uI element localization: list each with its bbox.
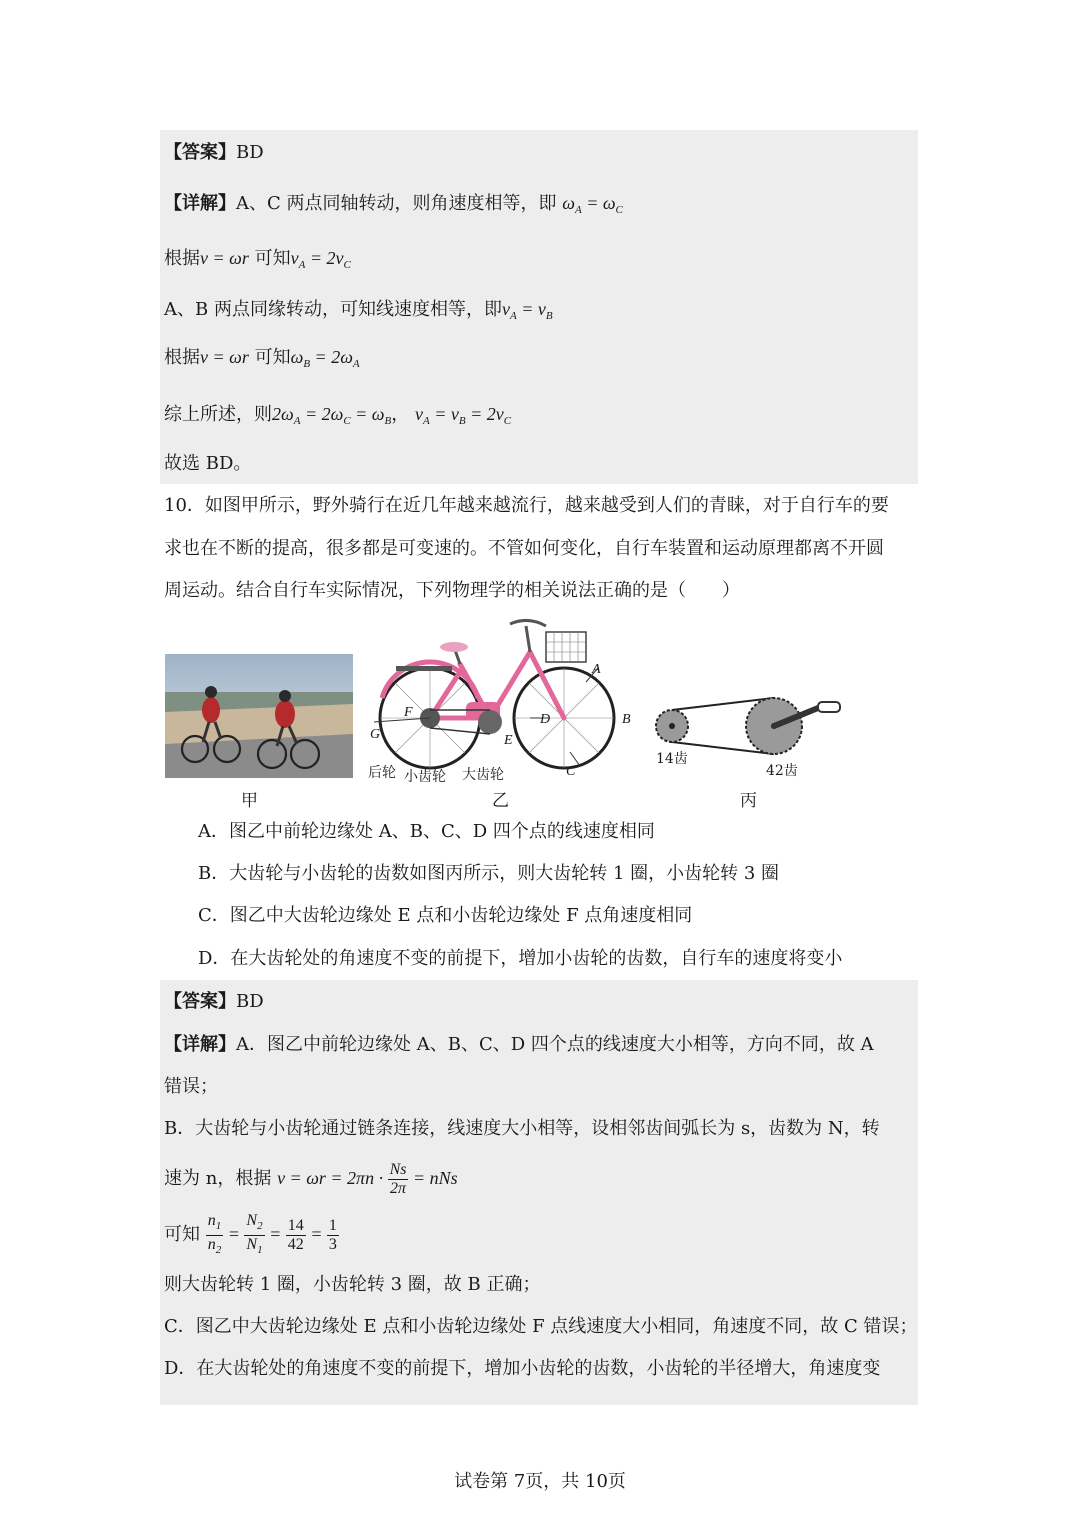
question-line-1: 10．如图甲所示，野外骑行在近几年越来越流行，越来越受到人们的青睐，对于自行车的要 bbox=[164, 495, 889, 516]
equation-ratio: $\frac{n_1}{n_2}$ = $\frac{N_2}{N_1}$ = $\frac{14}{42}$ = $\frac{1}{3}$ bbox=[207, 1212, 337, 1257]
answer-label: 【答案】 bbox=[164, 991, 236, 1012]
label-small-gear: 小齿轮 bbox=[404, 769, 446, 785]
detail-line-4 bbox=[164, 346, 916, 375]
equation-va-vb: $v_A = v_B$ bbox=[501, 299, 553, 322]
question-line-3: 周运动。结合自行车实际情况，下列物理学的相关说法正确的是（ ） bbox=[164, 580, 740, 601]
detail2-line-a2: 错误； bbox=[164, 1076, 218, 1097]
point-label-g: G bbox=[370, 727, 381, 742]
detail-text: 可知 bbox=[164, 1224, 200, 1245]
figure-label-yi: 乙 bbox=[492, 791, 509, 811]
label-teeth-big: 42齿 bbox=[766, 763, 798, 779]
label-rear-wheel: 后轮 bbox=[368, 765, 396, 781]
detail-text: 可知 bbox=[254, 347, 291, 368]
option-d: D．在大齿轮处的角速度不变的前提下，增加小齿轮的齿数，自行车的速度将变小 bbox=[198, 948, 843, 969]
detail2-line-b1: B．大齿轮与小齿轮通过链条连接，线速度大小相等，设相邻齿间弧长为 s，齿数为 N，转 bbox=[164, 1118, 880, 1139]
detail2-line-a1 bbox=[164, 1034, 916, 1056]
detail-text: A．图乙中前轮边缘处 A、B、C、D 四个点的线速度大小相等，方向不同，故 A bbox=[236, 1034, 874, 1055]
equation-va: $v_A = 2v_C$ bbox=[290, 248, 351, 271]
label-teeth-small: 14齿 bbox=[656, 751, 688, 767]
point-label-c: C bbox=[566, 764, 576, 779]
label-big-gear: 大齿轮 bbox=[462, 767, 504, 783]
equation-velocity: v = ωr = 2πn · $\frac{Ns}{2\pi}$ = nNs bbox=[277, 1161, 458, 1198]
detail-text: 综上所述，则 bbox=[164, 404, 272, 425]
question-line-2: 求也在不断的提高，很多都是可变速的。不管如何变化，自行车装置和运动原理都离不开圆 bbox=[164, 538, 884, 559]
page-footer: 试卷第 7页，共 10页 bbox=[454, 1471, 626, 1492]
answer-label: 【答案】 bbox=[164, 142, 236, 163]
point-label-f: F bbox=[404, 705, 413, 720]
detail-text: 根据 bbox=[164, 248, 200, 269]
detail-text: A、B 两点同缘转动，可知线速度相等，即 bbox=[164, 299, 502, 320]
equation-v-omega-r: v = ωr bbox=[200, 347, 249, 367]
detail2-line-b4: 则大齿轮转 1 圈，小齿轮转 3 圈，故 B 正确； bbox=[164, 1274, 541, 1295]
detail-line-3 bbox=[164, 298, 916, 327]
detail-text: 可知 bbox=[254, 248, 291, 269]
option-b: B．大齿轮与小齿轮的齿数如图丙所示，则大齿轮转 1 圈，小齿轮转 3 圈 bbox=[198, 863, 780, 884]
equation-v-omega-r: v = ωr bbox=[200, 248, 249, 268]
detail2-line-b3 bbox=[164, 1210, 916, 1259]
cyclists-photo bbox=[165, 654, 353, 778]
detail-line-1 bbox=[164, 192, 916, 221]
option-a: A．图乙中前轮边缘处 A、B、C、D 四个点的线速度相同 bbox=[198, 821, 655, 842]
detail2-line-b2 bbox=[164, 1156, 916, 1201]
detail-text: 根据 bbox=[164, 347, 200, 368]
point-label-b: B bbox=[622, 712, 631, 727]
detail-text: 速为 n，根据 bbox=[164, 1168, 272, 1189]
answer-value: BD bbox=[236, 991, 264, 1012]
detail-label: 【详解】 bbox=[164, 193, 236, 214]
equation-omega: $\omega_A = \omega_C$ bbox=[562, 193, 623, 216]
point-label-a: A bbox=[592, 662, 601, 677]
point-label-e: E bbox=[504, 733, 513, 748]
equation-omega-b: $\omega_B = 2\omega_A$ bbox=[290, 347, 360, 370]
detail-text: A、C 两点同轴转动，则角速度相等，即 bbox=[236, 193, 557, 214]
detail-line-2 bbox=[164, 247, 916, 276]
detail-line-6: 故选 BD。 bbox=[164, 453, 252, 474]
equation-summary: $2\omega_A = 2\omega_C = \omega_B$ bbox=[272, 404, 392, 427]
detail-line-5: 综上所述，则$2\omega_A = 2\omega_C = \omega_B$， $v_A = v_B = 2v_C$ bbox=[164, 404, 512, 427]
point-label-d: D bbox=[540, 712, 551, 727]
figure-label-jia: 甲 bbox=[241, 791, 258, 811]
fraction-ns-2pi: $\frac{Ns}{2\pi}$ bbox=[389, 1161, 407, 1198]
answer-line-2 bbox=[164, 991, 916, 1013]
figure-label-bing: 丙 bbox=[740, 791, 757, 811]
answer-line-1 bbox=[164, 142, 916, 164]
equation-summary-v: $v_A = v_B = 2v_C$ bbox=[414, 404, 512, 427]
option-c: C．图乙中大齿轮边缘处 E 点和小齿轮边缘处 F 点角速度相同 bbox=[198, 905, 693, 926]
detail2-line-c1: C．图乙中大齿轮边缘处 E 点和小齿轮边缘处 F 点线速度大小相同，角速度不同，故 C 错误； bbox=[164, 1316, 918, 1337]
detail-label: 【详解】 bbox=[164, 1034, 236, 1055]
detail2-line-d1: D．在大齿轮处的角速度不变的前提下，增加小齿轮的齿数，小齿轮的半径增大，角速度变 bbox=[164, 1358, 881, 1379]
answer-value: BD bbox=[236, 142, 264, 163]
